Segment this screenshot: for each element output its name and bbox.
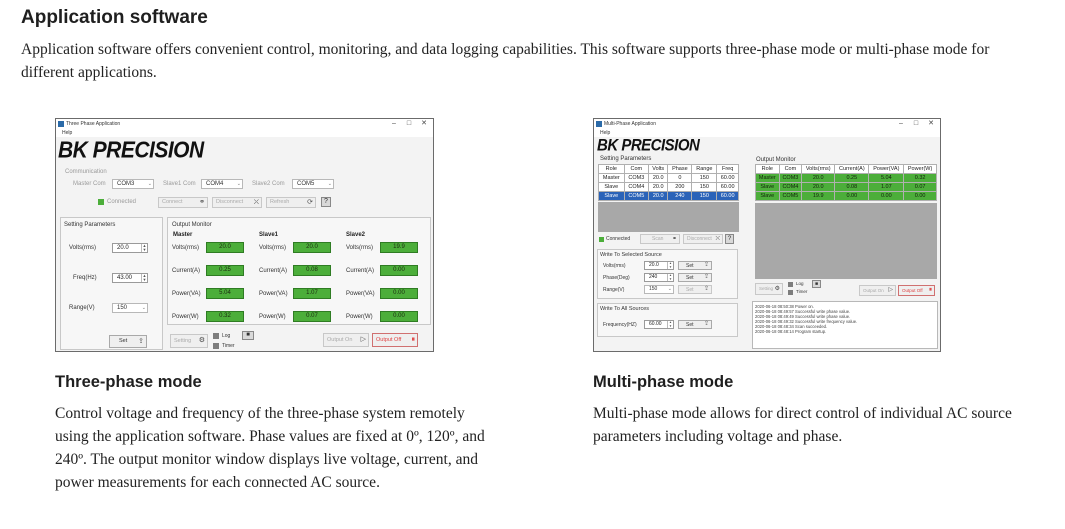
table-row-selected[interactable]: [599, 192, 739, 201]
cell: 0.07: [904, 183, 937, 192]
setting-parameters-label: Setting Parameters: [600, 156, 652, 162]
minimize-icon[interactable]: –: [392, 120, 396, 127]
gear-icon: ⚙: [198, 337, 205, 344]
cell: Slave: [756, 183, 780, 192]
cell: 0: [668, 174, 692, 183]
slave2-volts-label: Volts(rms): [346, 245, 373, 251]
slave2-current-value: 0.00: [380, 265, 418, 276]
connect-button[interactable]: Connect ⚭: [158, 197, 208, 208]
set-button[interactable]: Set ⇪: [109, 335, 147, 348]
setting-button[interactable]: Setting ⚙: [755, 283, 783, 295]
setting-parameters-table: [598, 164, 739, 201]
cell: 20.0: [649, 183, 668, 192]
disconnect-button[interactable]: Disconnect ⛌: [212, 197, 262, 208]
table-row: [756, 174, 937, 183]
header-power-va: Power(VA): [869, 165, 904, 174]
header-freq: Freq: [717, 165, 739, 174]
parameters-empty-area: [598, 202, 739, 232]
header-com: Com: [624, 165, 648, 174]
bk-logo: BK PRECISION: [58, 137, 204, 164]
slave1-current-label: Current(A): [259, 268, 288, 274]
header-range: Range: [692, 165, 717, 174]
header-role: Role: [599, 165, 625, 174]
cell: 0.08: [835, 183, 869, 192]
upload-icon: ⇪: [138, 338, 144, 345]
master-power-w-label: Power(W): [172, 314, 199, 320]
cell: Slave: [599, 192, 625, 201]
window-title: Three Phase Application: [66, 121, 121, 127]
cell: 0.00: [869, 192, 904, 201]
upload-icon: ⇪: [703, 262, 709, 268]
slave1-volts-label: Volts(rms): [259, 245, 286, 251]
connected-label: Connected: [107, 199, 137, 205]
slave1-power-va-label: Power(VA): [259, 291, 288, 297]
master-power-w-value: 0.32: [206, 311, 244, 322]
cell: COM4: [624, 183, 648, 192]
header-volts: Volts(rms): [802, 165, 835, 174]
three-phase-title: Three-phase mode: [55, 373, 202, 391]
cell: COM3: [779, 174, 802, 183]
cell: COM3: [624, 174, 648, 183]
master-com-select[interactable]: COM3 ⌄: [112, 179, 154, 189]
maximize-icon[interactable]: □: [406, 120, 412, 127]
slave1-power-w-value: 0.07: [293, 311, 331, 322]
frequency-label: Frequency(HZ): [603, 322, 637, 328]
communication-label: Communication: [65, 169, 107, 175]
output-monitor-table: [755, 164, 937, 201]
slave2-column-title: Slave2: [346, 232, 366, 238]
log-line: 2020-06-18 08:50:38 Power on.: [755, 304, 814, 309]
cell: 1.07: [869, 183, 904, 192]
upload-icon: ⇪: [703, 274, 709, 280]
header-power-w: Power(W): [904, 165, 937, 174]
cell: 150: [692, 174, 717, 183]
intro-paragraph: Application software offers convenient control, monitoring, and data logging capabilities. This software supports three-phase mode or multi-phase mode for different applications.: [21, 41, 990, 81]
menu-help[interactable]: Help: [56, 129, 433, 137]
header-role: Role: [756, 165, 780, 174]
cell: 0.00: [835, 192, 869, 201]
set-volts-button[interactable]: Set ⇪: [678, 261, 712, 270]
cell: 60.00: [717, 183, 739, 192]
volts-label: Volts(rms): [603, 263, 626, 269]
spinner-icon[interactable]: ▲ ▼: [669, 273, 672, 281]
folder-icon[interactable]: ■: [242, 331, 254, 340]
log-checkbox[interactable]: [788, 282, 793, 287]
pause-icon: ⏸: [928, 287, 932, 293]
slave2-power-va-value: 0.00: [380, 288, 418, 299]
table-row[interactable]: [599, 183, 739, 192]
freq-input[interactable]: 43.00 ▲ ▼: [112, 273, 148, 283]
master-power-va-value: 5.04: [206, 288, 244, 299]
three-phase-description: Control voltage and frequency of the three-phase system remotely using the application software. Phase values are fixed at 0º, 120º, and 240º. The output monitor window displays live voltage, current, and power measurements for each connected AC source.: [55, 405, 485, 491]
monitor-empty-area: [755, 203, 937, 279]
set-range-button[interactable]: Set ⇪: [678, 285, 712, 294]
play-icon: ▷: [360, 336, 366, 343]
cell: COM5: [779, 192, 802, 201]
cell: 60.00: [717, 174, 739, 183]
multi-phase-window: [593, 118, 941, 352]
cell: 20.0: [649, 174, 668, 183]
master-power-va-label: Power(VA): [172, 291, 201, 297]
title-bar: [56, 119, 433, 129]
app-icon: [596, 121, 602, 127]
multi-phase-title: Multi-phase mode: [593, 373, 734, 391]
log-checkbox[interactable]: [213, 333, 219, 339]
log-line: 2020-06-18 08:49:32 Successful write frequency value.: [755, 319, 858, 324]
cell: 60.00: [717, 192, 739, 201]
setting-button[interactable]: Setting ⚙: [170, 334, 208, 348]
slave1-power-va-value: 1.07: [293, 288, 331, 299]
write-all-label: Write To All Sources: [600, 306, 650, 312]
phase-label: Phase(Deg): [603, 275, 630, 281]
cell: 20.0: [802, 183, 835, 192]
slave2-com-label: Slave2 Com: [252, 181, 285, 187]
volts-input[interactable]: 20.0 ▲ ▼: [644, 261, 674, 270]
log-label: Log: [796, 281, 804, 286]
chevron-down-icon: ⌄: [147, 181, 152, 187]
link-icon: ⚭: [671, 236, 677, 242]
master-current-value: 0.25: [206, 265, 244, 276]
gear-icon: ⚙: [774, 286, 780, 292]
chevron-down-icon: ⌄: [236, 181, 241, 187]
app-icon: [58, 121, 64, 127]
cell: Slave: [756, 192, 780, 201]
multi-phase-description: Multi-phase mode allows for direct control of individual AC source parameters including voltage and phase.: [593, 405, 1012, 445]
help-icon[interactable]: ?: [321, 197, 331, 207]
output-monitor-label: Output Monitor: [756, 157, 796, 163]
output-off-button[interactable]: Output Off ⏸: [898, 285, 935, 296]
set-phase-button[interactable]: Set ⇪: [678, 273, 712, 282]
output-on-button[interactable]: Output On ▷: [323, 333, 369, 347]
phase-input[interactable]: 240 ▲ ▼: [644, 273, 674, 282]
master-com-label: Master Com: [73, 181, 106, 187]
slave2-power-w-label: Power(W): [346, 314, 373, 320]
table-row: [756, 183, 937, 192]
range-label: Range(V): [603, 287, 625, 293]
cell: 0.25: [835, 174, 869, 183]
cell: 240: [668, 192, 692, 201]
cell: Slave: [599, 183, 625, 192]
frequency-input[interactable]: 60.00 ▲ ▼: [644, 320, 674, 329]
slave2-volts-value: 19.9: [380, 242, 418, 253]
setting-parameters-label: Setting Parameters: [64, 222, 116, 228]
timer-checkbox[interactable]: [213, 343, 219, 349]
scan-button[interactable]: Scan ⚭: [640, 234, 680, 244]
cell: 0.00: [904, 192, 937, 201]
slave2-power-w-value: 0.00: [380, 311, 418, 322]
cell: 200: [668, 183, 692, 192]
write-selected-label: Write To Selected Source: [600, 252, 662, 258]
setting-parameters-panel: [60, 217, 163, 350]
freq-label: Freq(Hz): [73, 275, 97, 281]
spinner-icon[interactable]: ▲ ▼: [669, 320, 672, 328]
help-icon[interactable]: ?: [725, 234, 734, 244]
close-icon[interactable]: ✕: [928, 120, 934, 127]
section-heading: Application software: [21, 7, 208, 28]
folder-icon[interactable]: ■: [812, 280, 821, 288]
header-com: Com: [779, 165, 802, 174]
disconnect-button[interactable]: Disconnect ⛌: [683, 234, 723, 244]
header-phase: Phase: [668, 165, 692, 174]
connected-indicator: [599, 237, 604, 242]
range-select[interactable]: 150 ⌄: [644, 285, 674, 294]
title-bar: [594, 119, 940, 129]
window-title: Multi-Phase Application: [604, 121, 656, 127]
cell: 20.0: [649, 192, 668, 201]
connected-indicator: [98, 199, 104, 205]
header-current: Current(A): [835, 165, 869, 174]
timer-label: Timer: [222, 343, 235, 349]
slave1-com-select[interactable]: COM4 ⌄: [201, 179, 243, 189]
cell: 0.32: [904, 174, 937, 183]
upload-icon: ⇪: [703, 321, 709, 327]
slave2-power-va-label: Power(VA): [346, 291, 375, 297]
cell: 19.9: [802, 192, 835, 201]
refresh-button[interactable]: Refresh ⟳: [266, 197, 316, 208]
upload-icon: ⇪: [703, 286, 709, 292]
slave1-com-label: Slave1 Com: [163, 181, 196, 187]
slave1-column-title: Slave1: [259, 232, 279, 238]
spinner-icon[interactable]: ▲ ▼: [142, 243, 147, 252]
cell: 5.04: [869, 174, 904, 183]
unlink-icon: ⛌: [253, 199, 259, 206]
set-frequency-button[interactable]: Set ⇪: [678, 320, 712, 329]
close-icon[interactable]: ✕: [421, 120, 427, 127]
cell: Master: [756, 174, 780, 183]
three-phase-window: [55, 118, 434, 352]
minimize-icon[interactable]: –: [899, 120, 903, 127]
cell: COM5: [624, 192, 648, 201]
cell: 150: [692, 183, 717, 192]
master-volts-label: Volts(rms): [172, 245, 199, 251]
cell: Master: [599, 174, 625, 183]
range-select[interactable]: 150 ⌄: [112, 303, 148, 313]
connected-label: Connected: [606, 236, 631, 242]
link-icon: ⚭: [199, 199, 205, 206]
spinner-icon[interactable]: ▲ ▼: [669, 261, 672, 269]
pause-icon: ⏸: [411, 336, 415, 343]
unlink-icon: ⛌: [715, 236, 720, 242]
master-current-label: Current(A): [172, 268, 201, 274]
output-on-button[interactable]: Output On ▷: [859, 285, 896, 296]
log-line: 2020-06-18 08:48:14 Program startup.: [755, 329, 827, 334]
log-line: 2020-06-18 08:49:57 Successful write phase value.: [755, 309, 851, 314]
timer-label: Timer: [796, 289, 808, 294]
log-line: 2020-06-18 08:49:49 Successful write phase value.: [755, 314, 851, 319]
output-off-button[interactable]: Output Off ⏸: [372, 333, 418, 347]
refresh-icon: ⟳: [307, 199, 313, 206]
header-volts: Volts: [649, 165, 668, 174]
play-icon: ▷: [888, 287, 893, 293]
chevron-down-icon: ⌄: [141, 305, 146, 311]
cell: 150: [692, 192, 717, 201]
slave1-volts-value: 20.0: [293, 242, 331, 253]
table-row[interactable]: [599, 174, 739, 183]
maximize-icon[interactable]: □: [913, 120, 919, 127]
chevron-down-icon: ⌄: [327, 181, 332, 187]
table-row: [756, 192, 937, 201]
volts-label: Volts(rms): [69, 245, 96, 251]
menu-help[interactable]: Help: [594, 129, 940, 137]
chevron-down-icon: ⌄: [667, 286, 672, 292]
master-column-title: Master: [173, 232, 193, 238]
log-line: 2020-06-18 08:48:34 Scan succeeded.: [755, 324, 828, 329]
cell: COM4: [779, 183, 802, 192]
log-label: Log: [222, 333, 231, 339]
slave2-current-label: Current(A): [346, 268, 375, 274]
slave1-power-w-label: Power(W): [259, 314, 286, 320]
range-label: Range(V): [69, 305, 95, 311]
master-volts-value: 20.0: [206, 242, 244, 253]
output-monitor-label: Output Monitor: [172, 222, 212, 228]
bk-logo: BK PRECISION: [597, 136, 700, 155]
spinner-icon[interactable]: ▲ ▼: [142, 273, 147, 282]
volts-input[interactable]: 20.0 ▲ ▼: [112, 243, 148, 253]
log-panel[interactable]: [752, 301, 938, 349]
slave1-current-value: 0.08: [293, 265, 331, 276]
cell: 20.0: [802, 174, 835, 183]
timer-checkbox[interactable]: [788, 290, 793, 295]
slave2-com-select[interactable]: COM5 ⌄: [292, 179, 334, 189]
